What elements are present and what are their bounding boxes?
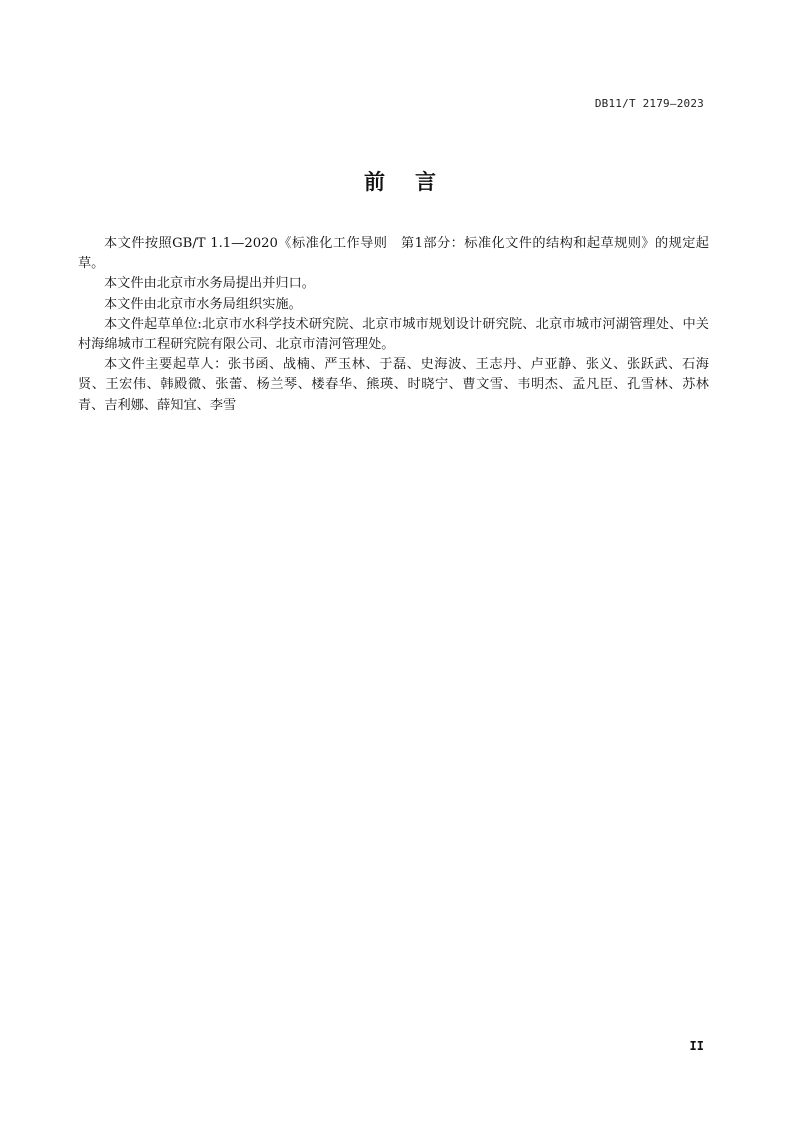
- paragraph-proposed-by: 本文件由北京市水务局提出并归口。: [104, 276, 315, 292]
- paragraph-drafting-rules: 本文件按照GB/T 1.1—2020《标准化工作导则 第1部分：标准化文件的结构和起草规则》的规定起草。: [78, 236, 709, 272]
- paragraph-drafting-units: 本文件起草单位:北京市水科学技术研究院、北京市城市规划设计研究院、北京市城市河湖管理处、中关村海绵城市工程研究院有限公司、北京市清河管理处。: [78, 316, 709, 353]
- page-title: 前言: [364, 170, 466, 194]
- page-number: II: [689, 1039, 704, 1053]
- foreword-body: [78, 234, 709, 416]
- document-code: DB11/T 2179—2023: [594, 97, 704, 110]
- paragraph-drafters: 本文件主要起草人：张书函、战楠、严玉林、于磊、史海波、王志丹、卢亚静、张义、张跃武、石海贤、王宏伟、韩殿微、张蕾、杨兰琴、楼春华、熊瑛、时晓宁、曹文雪、韦明杰、孟凡臣、孔雪林、苏林青、吉利娜、薛知宜、李雪: [78, 357, 709, 413]
- paragraph-implemented-by: 本文件由北京市水务局组织实施。: [104, 296, 302, 312]
